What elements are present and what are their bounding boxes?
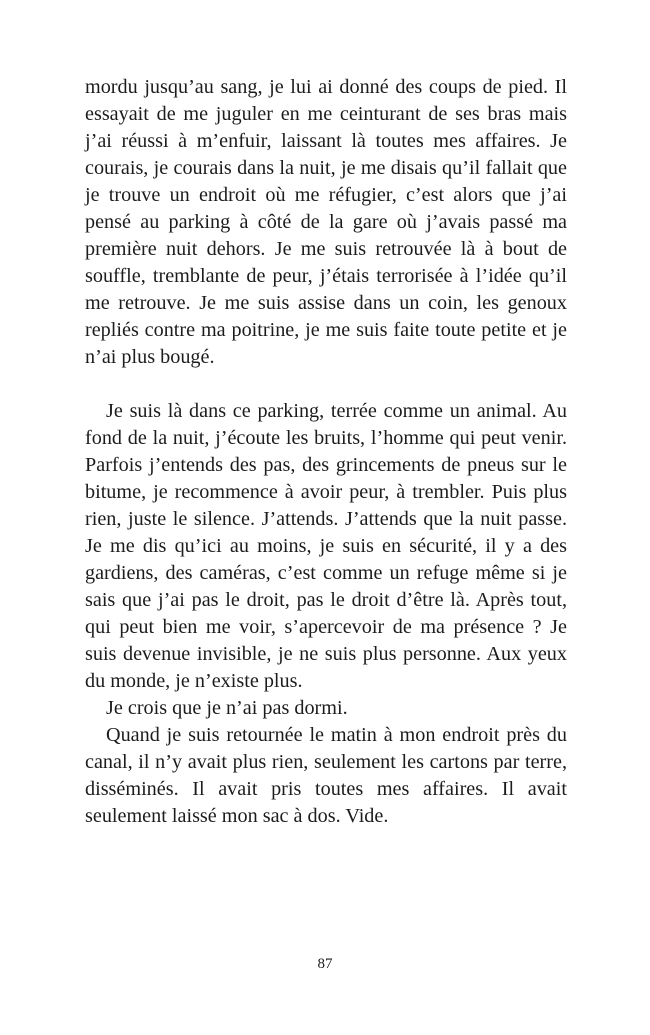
paragraph: Je crois que je n’ai pas dormi. <box>106 697 348 719</box>
page-number: 87 <box>317 956 333 972</box>
body-text <box>85 74 567 830</box>
paragraph: mordu jusqu’au sang, je lui ai donné des coups de pied. Il essayait de me juguler en me ceinturant de ses bras mais j’ai réussi à m’enfuir, laissant là toutes mes affaires. Je courais, je courais dans la nuit, je me disais qu’il fallait que je trouve un endroit où me réfugier, c’est alors que j’ai pensé au parking à côté de la gare où j’avais passé ma première nuit dehors. Je me suis retrouvée là à bout de souffle, tremblante de peur, j’étais terrorisée à l’idée qu’il me retrouve. Je me suis assise dans un coin, les genoux repliés contre ma poitrine, je me suis faite toute petite et je n’ai plus bougé. <box>85 76 567 368</box>
paragraph: Quand je suis retournée le matin à mon endroit près du canal, il n’y avait plus rien, seulement les cartons par terre, disséminés. Il avait pris toutes mes affaires. Il avait seulement laissé mon sac à dos. Vide. <box>85 724 567 827</box>
paragraph: Je suis là dans ce parking, terrée comme un animal. Au fond de la nuit, j’écoute les bruits, l’homme qui peut venir. Parfois j’entends des pas, des grincements de pneus sur le bitume, je recommence à avoir peur, à trembler. Puis plus rien, juste le silence. J’attends. J’attends que la nuit passe. Je me dis qu’ici au moins, je suis en sécurité, il y a des gardiens, des caméras, c’est comme un refuge même si je sais que j’ai pas le droit, pas le droit d’être là. Après tout, qui peut bien me voir, s’apercevoir de ma présence ? Je suis devenue invisible, je ne suis plus personne. Aux yeux du monde, je n’existe plus. <box>85 400 567 692</box>
